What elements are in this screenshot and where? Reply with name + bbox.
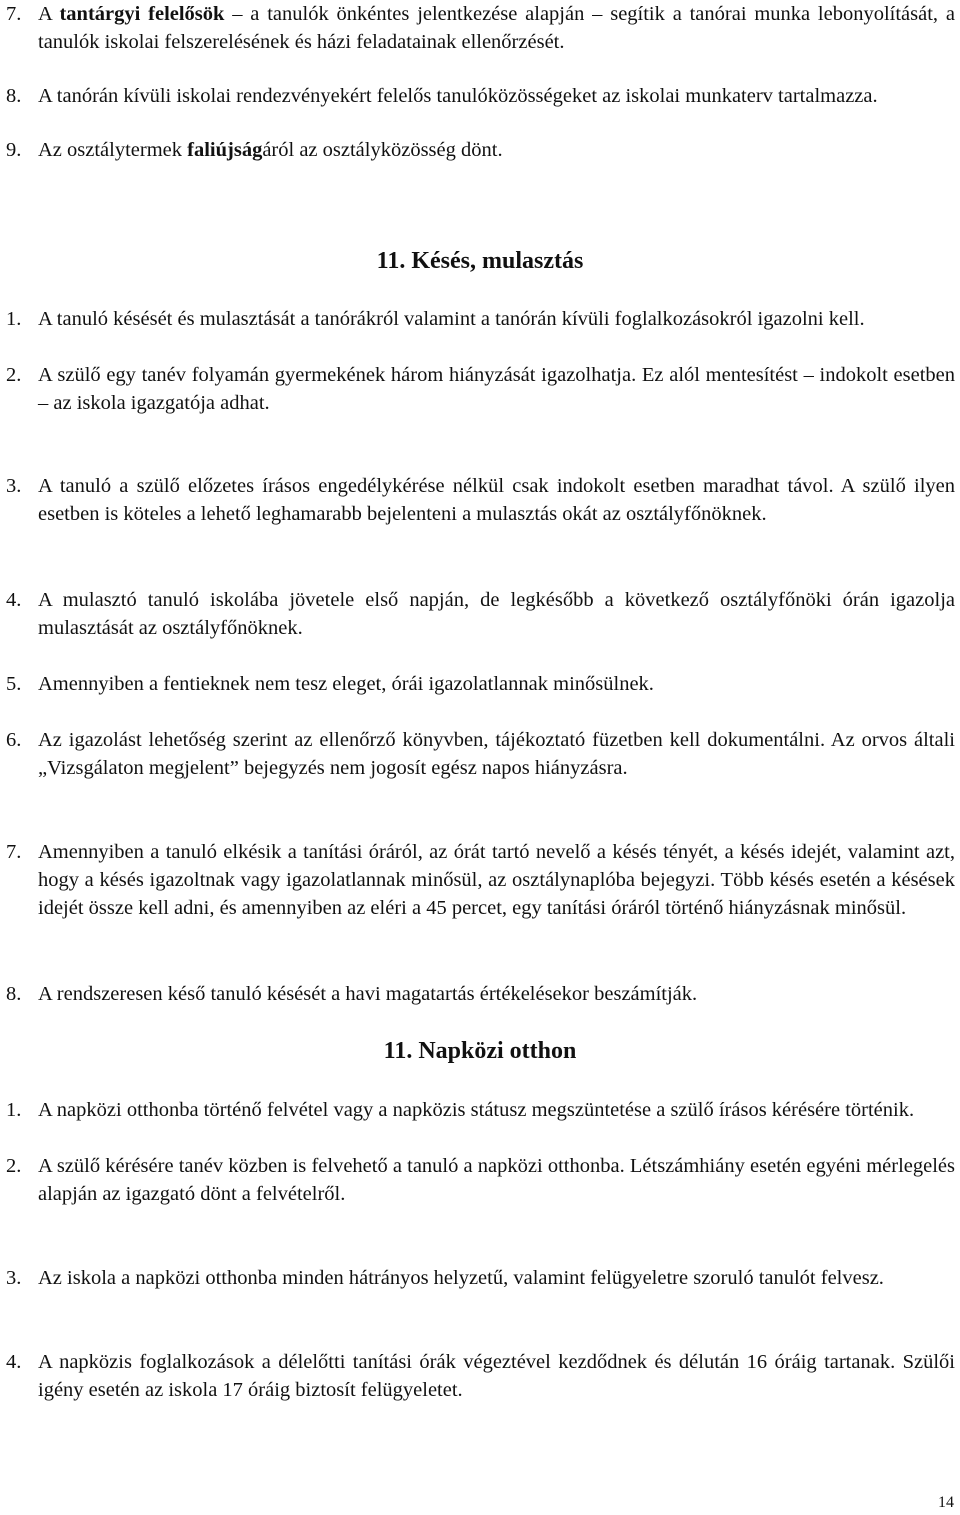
item-text: A tanórán kívüli iskolai rendezvényekért felelős tanulóközösségeket az iskolai munkaterv tartalmazza. [38, 85, 878, 107]
item-text: A rendszeresen késő tanuló késését a havi magatartás értékelésekor beszámítják. [38, 983, 698, 1005]
item-text: A napközis foglalkozások a délelőtti tanítási órák végeztével kezdődnek és délután 16 óráig tartanak. Szülői igény esetén az iskola 17 óráig biztosít felügyeletet. [38, 1351, 955, 1401]
page-number: 14 [938, 1494, 954, 1511]
item-number: 4. [6, 1351, 22, 1373]
list-item-s1-6 [6, 726, 955, 782]
list-item-s2-1 [6, 1096, 955, 1124]
item-text: Amennyiben a tanuló elkésik a tanítási óráról, az órát tartó nevelő a késés tényét, a késés idejét, valamint azt, hogy a késés igazoltnak vagy igazolatlannak minősül, az osztálynaplóba bejegyzi. Több késés esetén a késések idejét össze kell adni, és amennyiben az eléri a 45 percet, egy tanítási óráról történő hiányzásnak minősül. [38, 841, 955, 919]
item-text: Amennyiben a fentieknek nem tesz eleget, órái igazolatlannak minősülnek. [38, 673, 654, 695]
section-heading-day-care: 11. Napközi otthon [383, 1038, 577, 1064]
list-item-s1-4 [6, 586, 955, 642]
list-item-top-7 [6, 0, 955, 56]
list-item-s1-8 [6, 980, 955, 1008]
item-text: Az iskola a napközi otthonba minden hátrányos helyzetű, valamint felügyeletre szoruló tanulót felvesz. [38, 1267, 884, 1289]
list-item-s2-4 [6, 1348, 955, 1404]
list-item-s1-5 [6, 670, 955, 698]
item-number: 8. [6, 85, 22, 107]
list-item-s1-2 [6, 361, 955, 417]
list-item-s2-2 [6, 1152, 955, 1208]
item-number: 3. [6, 1267, 22, 1289]
list-item-top-9 [6, 136, 955, 164]
item-number: 4. [6, 589, 22, 611]
item-number: 7. [6, 841, 22, 863]
section-heading-late-absence: 11. Késés, mulasztás [376, 248, 584, 274]
item-text: A tantárgyi felelősök – a tanulók önkéntes jelentkezése alapján – segítik a tanórai munka lebonyolítását, a tanulók iskolai felszerelésének és házi feladatainak ellenőrzését. [38, 3, 955, 53]
item-number: 7. [6, 3, 22, 25]
item-text: A mulasztó tanuló iskolába jövetele első napján, de legkésőbb a következő osztályfőnöki órán igazolja mulasztását az osztályfőnöknek. [38, 589, 955, 639]
item-number: 2. [6, 1155, 22, 1177]
item-number: 9. [6, 139, 22, 161]
item-text: A napközi otthonba történő felvétel vagy a napközis státusz megszüntetése a szülő írásos kérésére történik. [38, 1099, 915, 1121]
item-number: 6. [6, 729, 22, 751]
list-item-s1-1 [6, 305, 955, 333]
item-number: 1. [6, 308, 22, 330]
item-text: Az osztálytermek faliújságáról az osztályközösség dönt. [38, 139, 503, 161]
item-text: A tanuló késését és mulasztását a tanórákról valamint a tanórán kívüli foglalkozásokról igazolni kell. [38, 308, 865, 330]
list-item-s1-7 [6, 838, 955, 922]
item-number: 1. [6, 1099, 22, 1121]
list-item-top-8 [6, 82, 955, 110]
item-text: Az igazolást lehetőség szerint az ellenőrző könyvben, tájékoztató füzetben kell dokumentálni. Az orvos általi „Vizsgálaton megjelent” bejegyzés nem jogosít egész napos hiányzásra. [38, 729, 955, 779]
item-text: A tanuló a szülő előzetes írásos engedélykérése nélkül csak indokolt esetben maradhat távol. A szülő ilyen esetben is köteles a lehető leghamarabb bejelenteni a mulasztás okát az osztályfőnöknek. [38, 475, 955, 525]
item-number: 2. [6, 364, 22, 386]
item-number: 3. [6, 475, 22, 497]
list-item-s2-3 [6, 1264, 955, 1292]
item-text: A szülő kérésére tanév közben is felvehető a tanuló a napközi otthonba. Létszámhiány esetén egyéni mérlegelés alapján az igazgató dönt a felvételről. [38, 1155, 955, 1205]
list-item-s1-3 [6, 472, 955, 528]
item-text: A szülő egy tanév folyamán gyermekének három hiányzását igazolhatja. Ez alól mentesítést – indokolt esetben – az iskola igazgatója adhat. [38, 364, 955, 414]
item-number: 8. [6, 983, 22, 1005]
item-number: 5. [6, 673, 22, 695]
